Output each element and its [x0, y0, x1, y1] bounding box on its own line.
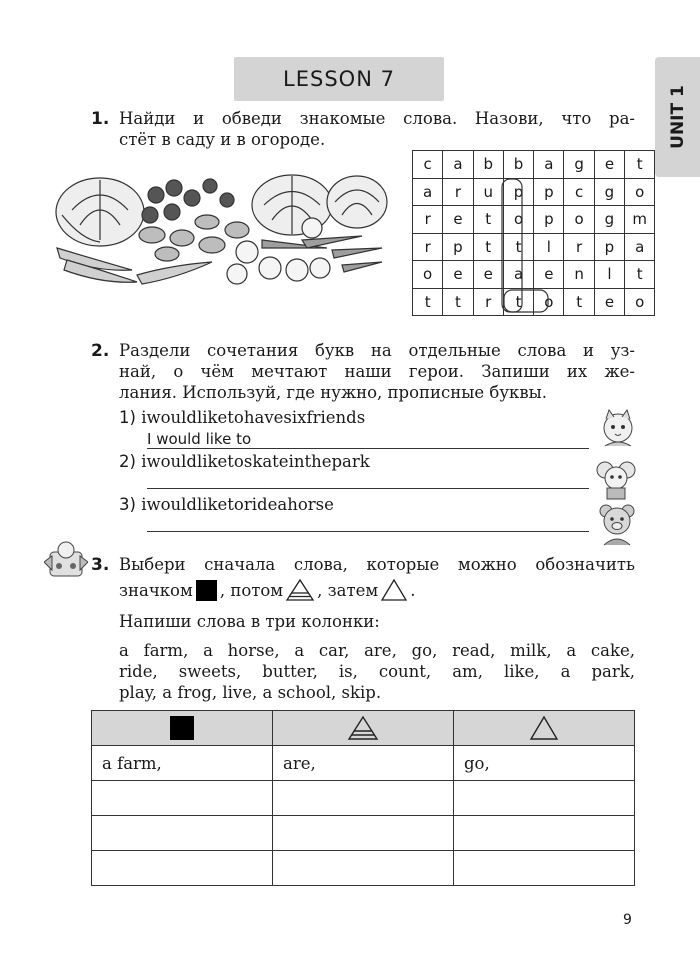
grid-cell[interactable]: p [443, 233, 473, 261]
grid-cell[interactable]: c [413, 151, 443, 179]
vegetables-illustration [52, 170, 392, 290]
symbols-text-1: значком [119, 580, 193, 600]
item-letters: iwouldliketohavesixfriends [141, 408, 366, 427]
table-cell[interactable]: go, [454, 746, 635, 781]
crossed-triangle-icon [285, 578, 315, 602]
word-list-line3: play, a frog, live, a school, skip. [119, 683, 382, 702]
page-number: 9 [623, 912, 632, 928]
grid-cell[interactable]: e [443, 261, 473, 289]
grid-cell[interactable]: p [503, 178, 533, 206]
table-cell[interactable]: a farm, [92, 746, 273, 781]
table-cell[interactable] [454, 851, 635, 886]
task1-line2: стёт в саду и в огороде. [119, 130, 326, 149]
triangle-icon [528, 714, 560, 742]
symbols-text-2: , потом [219, 580, 284, 600]
item-number: 1) [119, 408, 136, 427]
grid-cell[interactable]: l [534, 233, 564, 261]
grid-cell[interactable]: b [503, 151, 533, 179]
task3-instruction: Напиши слова в три колонки: [119, 612, 380, 631]
grid-row [413, 233, 655, 261]
grid-cell[interactable]: t [473, 206, 503, 234]
task2-line2: най, о чём мечтают наши герои. Запиши их же- [119, 362, 635, 381]
grid-cell[interactable]: a [443, 151, 473, 179]
three-column-table [91, 710, 635, 886]
tomato-icon [142, 179, 234, 223]
grid-cell[interactable]: r [413, 206, 443, 234]
word-search-grid [412, 150, 655, 316]
task1-line1: Найди и обведи знакомые слова. Назови, что ра- [119, 109, 635, 128]
grid-cell[interactable]: t [564, 288, 594, 316]
grid-cell[interactable]: t [503, 288, 533, 316]
grid-cell[interactable]: e [473, 261, 503, 289]
lesson-title-text: LESSON 7 [283, 67, 395, 91]
grid-cell[interactable]: t [625, 151, 655, 179]
task2-item [119, 495, 334, 514]
table-row [92, 781, 635, 816]
grid-cell[interactable]: b [473, 151, 503, 179]
symbols-text-3: , затем [317, 580, 379, 600]
task3-line2 [119, 578, 415, 602]
bear-character-icon [596, 503, 638, 547]
grid-cell[interactable]: r [473, 288, 503, 316]
table-cell[interactable]: are, [273, 746, 454, 781]
header-square [92, 711, 273, 746]
grid-cell[interactable]: t [503, 233, 533, 261]
item-number: 2) [119, 452, 136, 471]
table-cell[interactable] [92, 816, 273, 851]
grid-cell[interactable]: t [413, 288, 443, 316]
grid-cell[interactable]: e [443, 206, 473, 234]
lesson-title [234, 57, 444, 101]
table-cell[interactable] [454, 816, 635, 851]
task2-line1: Раздели сочетания букв на отдельные слова и уз- [119, 341, 635, 360]
grid-cell[interactable]: o [564, 206, 594, 234]
header-crossed-triangle [273, 711, 454, 746]
cabbage-icon [327, 176, 387, 228]
task3-line1: Выбери сначала слова, которые можно обозначить [119, 555, 635, 574]
table-cell[interactable] [273, 781, 454, 816]
grid-cell[interactable]: n [564, 261, 594, 289]
task1-number: 1. [91, 109, 110, 129]
item-number: 3) [119, 495, 136, 514]
table-cell[interactable] [92, 851, 273, 886]
crossed-triangle-icon [346, 714, 380, 742]
grid-cell[interactable]: a [503, 261, 533, 289]
grid-cell[interactable]: r [564, 233, 594, 261]
grid-cell[interactable]: e [594, 151, 624, 179]
answer-line[interactable] [147, 531, 589, 532]
symbols-text-4: . [410, 580, 416, 600]
grid-cell[interactable]: e [594, 288, 624, 316]
black-square-icon [196, 580, 217, 601]
table-row [92, 851, 635, 886]
word-list-line1: a farm, a horse, a car, are, go, read, milk, a cake, [119, 641, 635, 660]
table-header-row [92, 711, 635, 746]
grid-cell[interactable]: p [534, 178, 564, 206]
grid-cell[interactable]: t [443, 288, 473, 316]
unit-tab [655, 57, 700, 177]
item-letters: iwouldliketorideahorse [141, 495, 334, 514]
grid-cell[interactable]: o [625, 178, 655, 206]
grid-row [413, 151, 655, 179]
grid-cell[interactable]: o [413, 261, 443, 289]
grid-row [413, 178, 655, 206]
grid-cell[interactable]: t [473, 233, 503, 261]
grid-cell[interactable]: o [625, 288, 655, 316]
grid-row [413, 288, 655, 316]
grid-cell[interactable]: g [564, 151, 594, 179]
grid-cell[interactable]: a [534, 151, 564, 179]
game-icon [44, 538, 88, 582]
answer-line[interactable] [147, 448, 589, 449]
grid-cell[interactable]: a [413, 178, 443, 206]
task2-number: 2. [91, 341, 110, 361]
cabbage-icon [56, 178, 144, 246]
grid-cell[interactable]: e [534, 261, 564, 289]
grid-cell[interactable]: o [534, 288, 564, 316]
triangle-icon [380, 578, 408, 602]
corn-icon [57, 248, 212, 284]
table-cell[interactable] [273, 851, 454, 886]
task2-item [119, 452, 370, 471]
grid-cell[interactable]: a [625, 233, 655, 261]
table-cell[interactable] [454, 781, 635, 816]
grid-cell[interactable]: r [413, 233, 443, 261]
task2-item [119, 408, 365, 427]
black-square-icon [170, 716, 194, 740]
table-cell[interactable] [273, 816, 454, 851]
grid-cell[interactable]: m [625, 206, 655, 234]
grid-cell[interactable]: g [594, 206, 624, 234]
grid-cell[interactable]: u [473, 178, 503, 206]
grid-cell[interactable]: g [594, 178, 624, 206]
table-cell[interactable] [92, 781, 273, 816]
grid-cell[interactable]: l [594, 261, 624, 289]
potato-icon [139, 215, 249, 261]
grid-cell[interactable]: o [503, 206, 533, 234]
header-triangle [454, 711, 635, 746]
grid-cell[interactable]: t [625, 261, 655, 289]
grid-row [413, 206, 655, 234]
table-row [92, 816, 635, 851]
word-list-line2: ride, sweets, butter, is, count, am, like, a park, [119, 662, 635, 681]
grid-row [413, 261, 655, 289]
grid-cell[interactable]: r [443, 178, 473, 206]
unit-label: UNIT 1 [667, 85, 688, 149]
grid-cell[interactable]: p [534, 206, 564, 234]
task3-number: 3. [91, 555, 110, 575]
cat-character-icon [597, 408, 639, 450]
item-letters: iwouldliketoskateinthepark [141, 452, 370, 471]
task2-line3: лания. Используй, где нужно, прописные буквы. [119, 383, 548, 402]
grid-cell[interactable]: c [564, 178, 594, 206]
grid-cell[interactable]: p [594, 233, 624, 261]
table-row [92, 746, 635, 781]
answer-line[interactable] [147, 488, 589, 489]
answer-text[interactable]: I would like to [147, 430, 252, 448]
mouse-character-icon [595, 460, 637, 500]
